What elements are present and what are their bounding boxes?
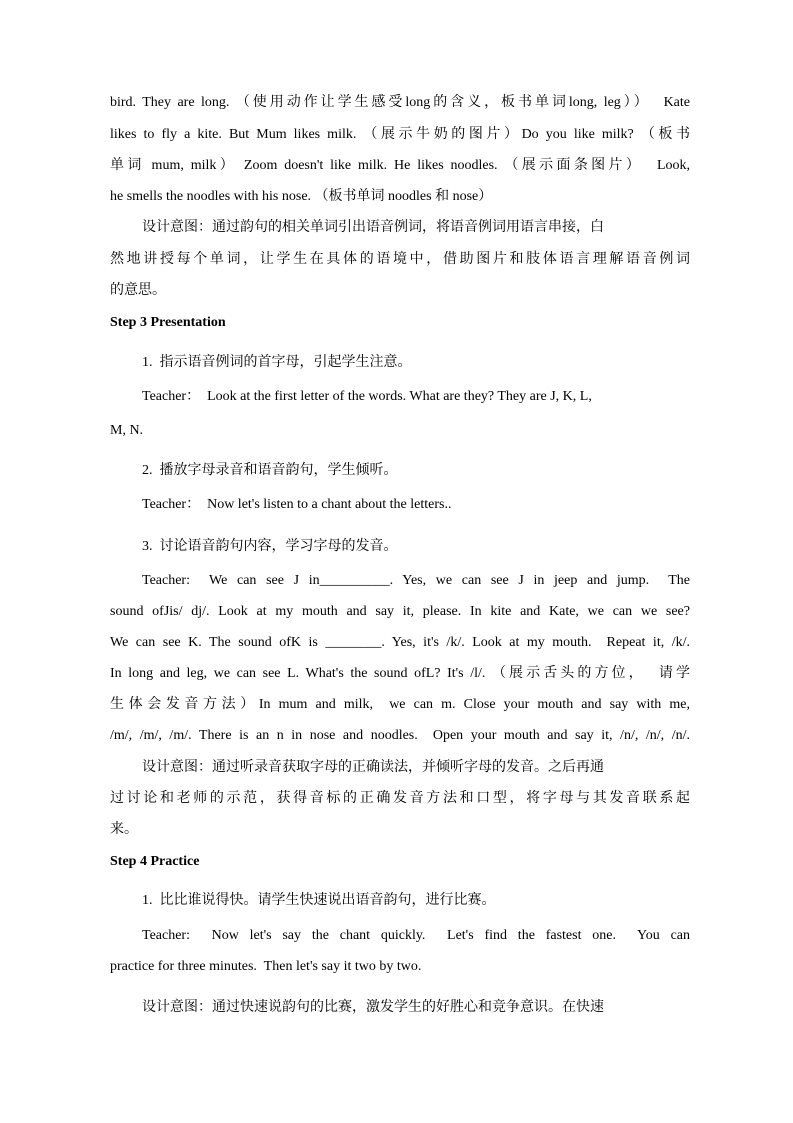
teacher-line: Teacher： Look at the first letter of the words. What are they? They are J, K, L,: [142, 389, 592, 404]
section-heading: Step 3 Presentation: [110, 315, 226, 330]
teacher-line: We can see K. The sound ofK is ________. Yes, it's /k/. Look at my mouth. Repeat it, /k/.: [110, 635, 690, 650]
design-intent-line: 的意思。: [110, 283, 166, 298]
step-item: 2. 播放字母录音和语音韵句，学生倾听。: [142, 463, 398, 478]
step-item: 3. 讨论语音韵句内容，学习字母的发音。: [142, 539, 398, 554]
teacher-line: 生体会发音方法）In mum and milk, we can m. Close your mouth and say with me,: [110, 697, 690, 712]
paragraph-line: he smells the noodles with his nose. （板书单词 noodles 和 nose）: [110, 189, 493, 204]
design-intent-line: 设计意图：通过韵句的相关单词引出语音例词，将语音例词用语言串接，白: [142, 220, 604, 235]
step-item: 1. 比比谁说得快。请学生快速说出语音韵句，进行比赛。: [142, 893, 496, 908]
section-heading: Step 4 Practice: [110, 854, 200, 869]
design-intent-line: 来。: [110, 822, 138, 837]
teacher-line: M, N.: [110, 423, 144, 438]
teacher-line: Teacher: We can see J in__________. Yes, we can see J in jeep and jump. The: [142, 573, 690, 588]
design-intent-line: 过讨论和老师的示范，获得音标的正确发音方法和口型，将字母与其发音联系起: [110, 791, 690, 806]
design-intent-line: 设计意图：通过快速说韵句的比赛，激发学生的好胜心和竞争意识。在快速: [142, 1000, 604, 1015]
paragraph-line: bird. They are long. （使用动作让学生感受long的含义，板书单词long, leg）） Kate: [110, 95, 690, 110]
teacher-line: /m/, /m/, /m/. There is an n in nose and noodles. Open your mouth and say it, /n/, /n/, /n/.: [110, 728, 690, 743]
paragraph-line: likes to fly a kite. But Mum likes milk. （展示牛奶的图片）Do you like milk? （板书: [110, 127, 690, 142]
step-item: 1. 指示语音例词的首字母，引起学生注意。: [142, 355, 412, 370]
paragraph-line: 单词 mum, milk） Zoom doesn't like milk. He likes noodles. （展示面条图片） Look,: [110, 158, 690, 173]
teacher-line: sound ofJis/ dj/. Look at my mouth and say it, please. In kite and Kate, we can we see?: [110, 604, 690, 619]
teacher-line: Teacher: Now let's say the chant quickly. Let's find the fastest one. You can: [142, 928, 690, 943]
design-intent-line: 设计意图：通过听录音获取字母的正确读法，并倾听字母的发音。之后再通: [142, 760, 604, 775]
teacher-line: In long and leg, we can see L. What's the sound ofL? It's /l/. （展示舌头的方位， 请学: [110, 666, 690, 681]
teacher-line: Teacher： Now let's listen to a chant about the letters..: [142, 497, 452, 512]
design-intent-line: 然地讲授每个单词，让学生在具体的语境中，借助图片和肢体语言理解语音例词: [110, 252, 690, 267]
teacher-line: practice for three minutes. Then let's say it two by two.: [110, 959, 422, 974]
